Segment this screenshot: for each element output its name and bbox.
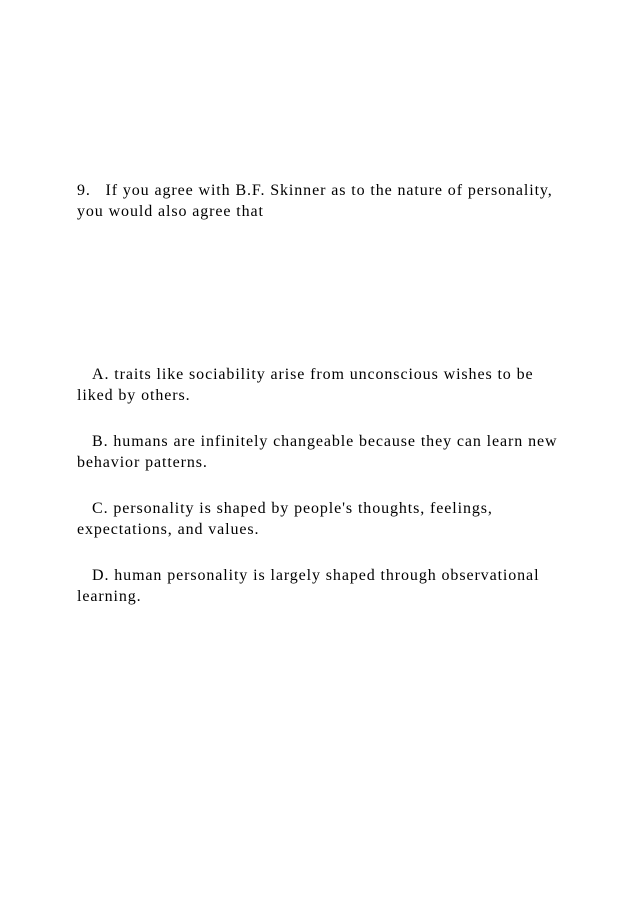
question-text: If you agree with B.F. Skinner as to the nature of personality, you would also agree that	[77, 182, 558, 220]
answer-options	[77, 364, 567, 632]
option-d	[77, 565, 567, 607]
option-d-text: human personality is largely shaped through observational learning.	[77, 567, 545, 605]
option-c	[77, 498, 567, 540]
option-b-letter: B.	[92, 433, 109, 450]
option-b-text: humans are infinitely changeable because they can learn new behavior patterns.	[77, 433, 563, 471]
question-number: 9.	[77, 182, 91, 199]
option-b	[77, 431, 567, 473]
option-a-text: traits like sociability arise from unconscious wishes to be liked by others.	[77, 366, 539, 404]
option-c-text: personality is shaped by people's thoughts, feelings, expectations, and values.	[77, 500, 498, 538]
question-stem	[77, 180, 567, 222]
option-d-letter: D.	[92, 567, 110, 584]
option-a	[77, 364, 567, 406]
option-c-letter: C.	[92, 500, 109, 517]
option-a-letter: A.	[92, 366, 110, 383]
